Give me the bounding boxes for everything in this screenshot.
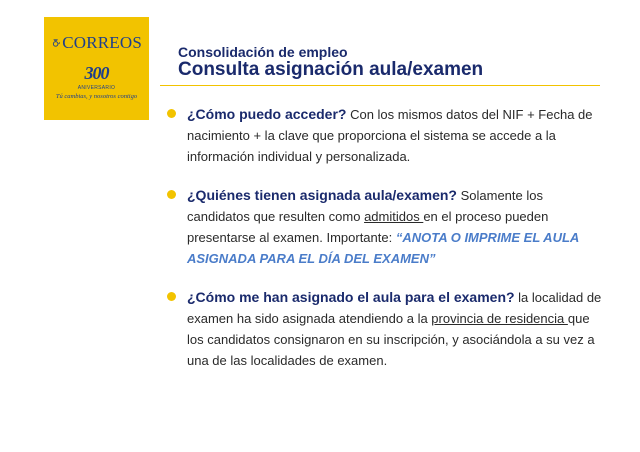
bullet-dot-icon	[167, 190, 176, 199]
bullet-question: ¿Cómo puedo acceder?	[187, 106, 347, 122]
bullet-text: Con los mismos datos del NIF + Fecha de nacimiento + la clave que proporciona el sistema se accede a la información individual y personalizada.	[187, 107, 593, 164]
anniversary-label: ANIVERSARIO	[77, 85, 116, 91]
important-note: “ANOTA O IMPRIME EL AULA ASIGNADA PARA EL DÍA DEL EXAMEN”	[187, 230, 579, 266]
brand-tagline: Tú cambias, y nosotros contigo	[55, 93, 138, 100]
bullet-text: Solamente los candidatos que resulten como	[187, 188, 543, 224]
bullet-access	[165, 104, 605, 167]
title-divider	[160, 85, 600, 86]
bullet-text: la localidad de examen ha sido asignada atendiendo a la	[187, 290, 602, 326]
bullet-question: ¿Cómo me han asignado el aula para el examen?	[187, 289, 515, 305]
page-subtitle: Consolidación de empleo	[178, 44, 348, 60]
underlined-term: provincia de residencia	[431, 311, 568, 326]
brand-name: CORREOS	[62, 33, 142, 52]
bullet-list	[165, 104, 605, 371]
bullet-text: que los candidatos consignaron en su inscripción, y asociándola a su vez a una de las localidades de examen.	[187, 311, 595, 368]
post-horn-icon	[52, 33, 60, 53]
bullet-allocation	[165, 287, 605, 371]
brand-panel	[44, 17, 149, 120]
bullet-dot-icon	[167, 292, 176, 301]
bullet-text: en el proceso pueden presentarse al examen. Importante:	[187, 209, 549, 245]
underlined-term: admitidos	[364, 209, 424, 224]
bullet-assignment	[165, 185, 605, 269]
bullet-dot-icon	[167, 109, 176, 118]
page-title: Consulta asignación aula/examen	[178, 59, 484, 80]
correos-logo	[52, 27, 142, 59]
anniversary-number: 300	[84, 63, 109, 83]
bullet-question: ¿Quiénes tienen asignada aula/examen?	[187, 187, 457, 203]
